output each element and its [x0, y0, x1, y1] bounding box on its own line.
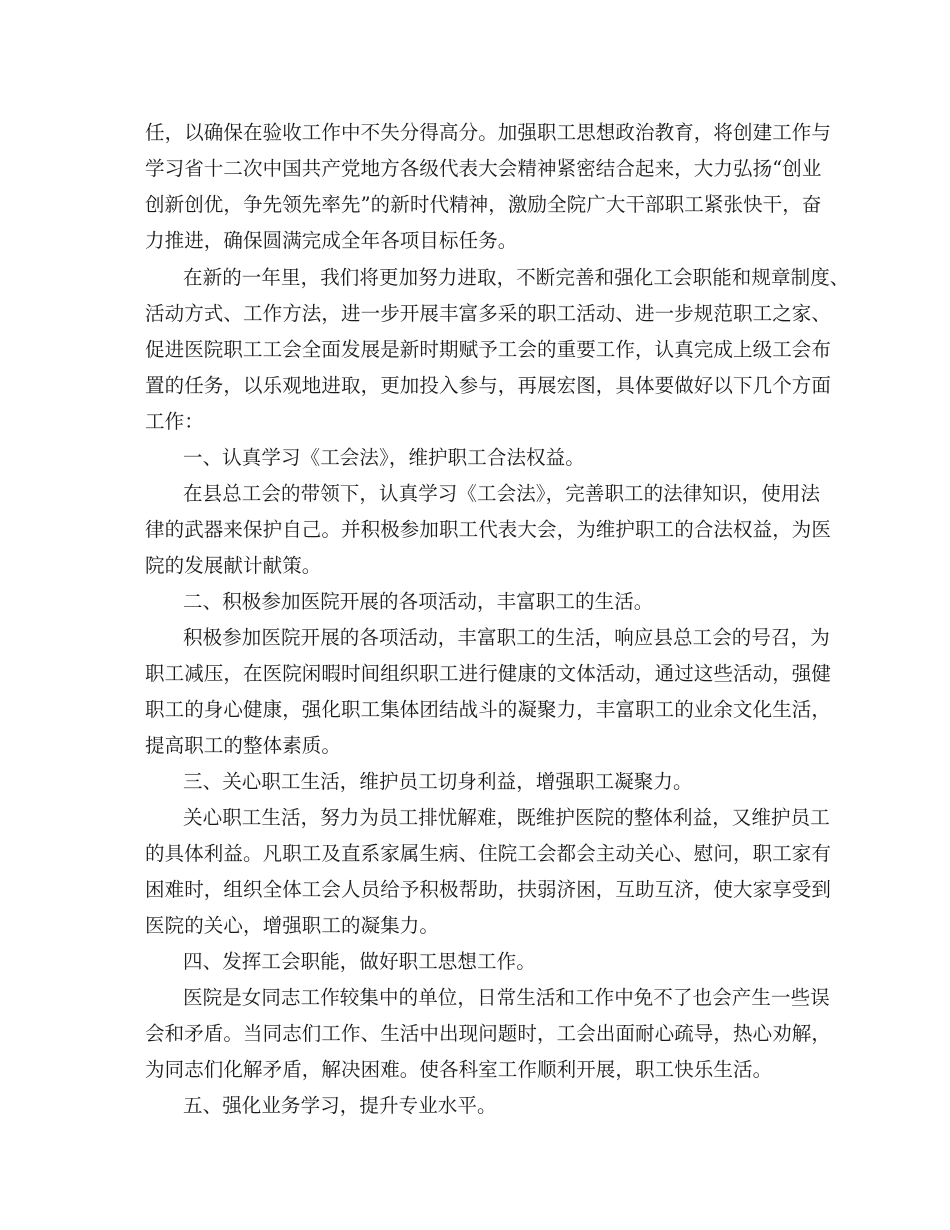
text-line: 力推进，确保圆满完成全年各项目标任务。 — [145, 229, 518, 252]
text-line: 会和矛盾。当同志们工作、生活中出现问题时，工会出面耐心疏导，热心劝解， — [145, 1022, 832, 1045]
text-line: 工作： — [145, 410, 204, 433]
text-line: 促进医院职工工会全面发展是新时期赋予工会的重要工作，认真完成上级工会布 — [145, 338, 832, 361]
paragraph-start: 在县总工会的带领下，认真学习《工会法》，完善职工的法律知识，使用法 — [183, 482, 821, 505]
text-line: 提高职工的整体素质。 — [145, 734, 342, 757]
section-heading: 一、认真学习《工会法》，维护职工合法权益。 — [183, 446, 585, 469]
paragraph-start: 关心职工生活，努力为员工排忧解难，既维护医院的整体利益，又维护员工 — [183, 806, 830, 829]
text-line: 院的发展献计献策。 — [145, 554, 322, 577]
text-line: 困难时，组织全体工会人员给予积极帮助，扶弱济困，互助互济，使大家享受到 — [145, 878, 832, 901]
text-line: 创新创优，争先领先率先”的新时代精神，激励全院广大干部职工紧张快干，奋 — [145, 193, 822, 216]
text-line: 置的任务，以乐观地进取，更加投入参与，再展宏图，具体要做好以下几个方面 — [145, 374, 832, 397]
text-line: 学习省十二次中国共产党地方各级代表大会精神紧密结合起来，大力弘扬“创业 — [145, 157, 822, 180]
section-heading: 四、发挥工会职能，做好职工思想工作。 — [183, 950, 536, 973]
paragraph-start: 医院是女同志工作较集中的单位，日常生活和工作中免不了也会产生一些误 — [183, 986, 830, 1009]
section-heading: 五、强化业务学习，提升专业水平。 — [183, 1094, 497, 1117]
paragraph-start: 积极参加医院开展的各项活动，丰富职工的生活，响应县总工会的号召，为 — [183, 626, 830, 649]
text-line: 活动方式、工作方法，进一步开展丰富多采的职工活动、进一步规范职工之家、 — [145, 302, 832, 325]
text-line: 任，以确保在验收工作中不失分得高分。加强职工思想政治教育，将创建工作与 — [145, 121, 832, 144]
text-line: 律的武器来保护自己。并积极参加职工代表大会，为维护职工的合法权益，为医 — [145, 518, 832, 541]
section-heading: 二、积极参加医院开展的各项活动，丰富职工的生活。 — [183, 590, 654, 613]
text-line: 职工减压，在医院闲暇时间组织职工进行健康的文体活动，通过这些活动，强健 — [145, 662, 832, 685]
text-line: 医院的关心，增强职工的凝集力。 — [145, 914, 440, 937]
text-line: 为同志们化解矛盾，解决困难。使各科室工作顺利开展，职工快乐生活。 — [145, 1058, 773, 1081]
section-heading: 三、关心职工生活，维护员工切身利益，增强职工凝聚力。 — [183, 770, 693, 793]
paragraph-start: 在新的一年里，我们将更加努力进取，不断完善和强化工会职能和规章制度、 — [183, 266, 850, 289]
text-line: 的具体利益。凡职工及直系家属生病、住院工会都会主动关心、慰问，职工家有 — [145, 842, 832, 865]
text-line: 职工的身心健康，强化职工集体团结战斗的凝聚力，丰富职工的业余文化生活， — [145, 698, 832, 721]
